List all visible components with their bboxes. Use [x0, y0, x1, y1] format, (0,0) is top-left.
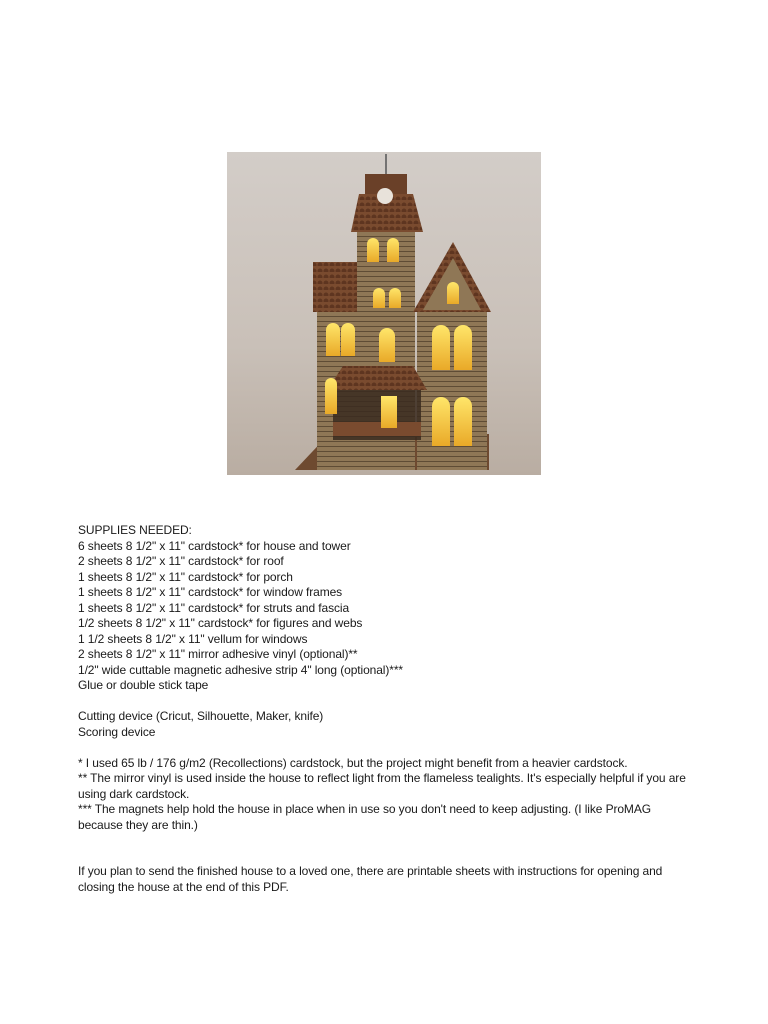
supply-item: 1 sheets 8 1/2" x 11" cardstock* for porch	[78, 569, 293, 584]
footnote: *** The magnets help hold the house in place when in use so you don't need to keep adjusting. (I like ProMAG because they are thin.)	[78, 802, 651, 832]
supply-item: 1 sheets 8 1/2" x 11" cardstock* for struts and fascia	[78, 600, 350, 615]
supplies-document	[78, 523, 698, 895]
supply-item: Glue or double stick tape	[78, 678, 209, 692]
house-photo	[227, 152, 541, 475]
footnote: * I used 65 lb / 176 g/m2 (Recollections) cardstock, but the project might benefit from a heavier cardstock.	[78, 755, 628, 770]
footnote: ** The mirror vinyl is used inside the house to reflect light from the flameless tealights. It's especially helpful if you are using dark cardstock.	[78, 771, 686, 801]
tool-item: Scoring device	[78, 724, 156, 739]
supply-item: 1/2 sheets 8 1/2" x 11" cardstock* for figures and webs	[78, 616, 363, 630]
supply-item: 2 sheets 8 1/2" x 11" cardstock* for roof	[78, 554, 284, 568]
supply-item: 2 sheets 8 1/2" x 11" mirror adhesive vinyl (optional)**	[78, 647, 358, 661]
closing-paragraph: If you plan to send the finished house to a loved one, there are printable sheets with instructions for opening and closing the house at the end of this PDF.	[78, 864, 663, 894]
supply-item: 1/2" wide cuttable magnetic adhesive strip 4" long (optional)***	[78, 662, 403, 677]
supply-item: 1 sheets 8 1/2" x 11" cardstock* for window frames	[78, 585, 343, 599]
tool-item: Cutting device (Cricut, Silhouette, Maker, knife)	[78, 709, 324, 723]
supply-item: 6 sheets 8 1/2" x 11" cardstock* for house and tower	[78, 538, 351, 553]
supplies-heading: SUPPLIES NEEDED:	[78, 523, 192, 537]
supply-item: 1 1/2 sheets 8 1/2" x 11" vellum for windows	[78, 631, 308, 646]
